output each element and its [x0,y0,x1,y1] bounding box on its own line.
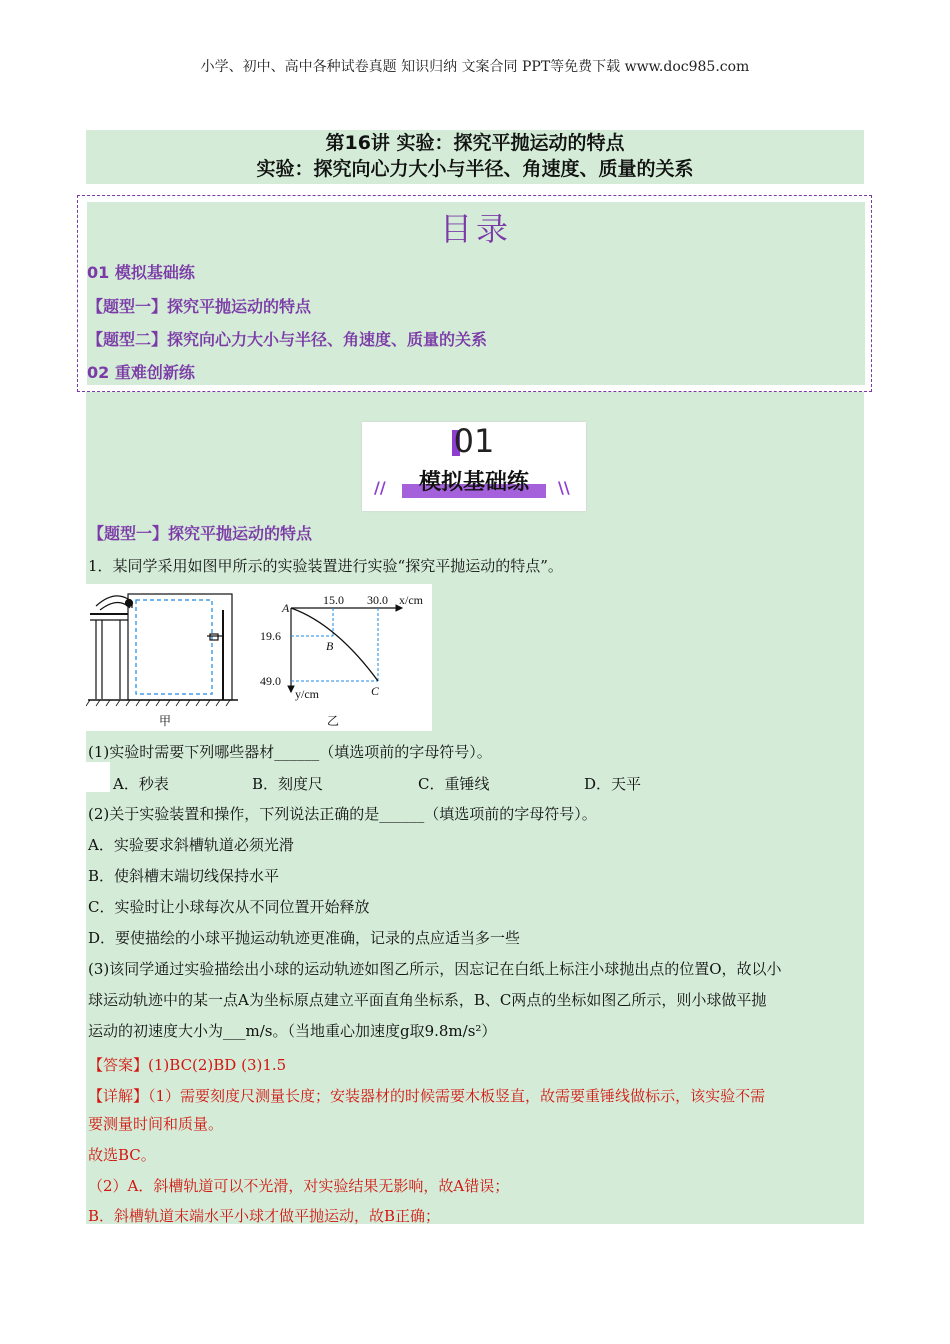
point-c-label: C [371,684,380,698]
question-stem: 1．某同学采用如图甲所示的实验装置进行实验“探究平抛运动的特点”。 [88,557,563,575]
detail-line-2: 要测量时间和质量。 [88,1115,224,1133]
question-figure [86,584,432,731]
banner-number: 01 [453,422,495,460]
banner-label: 模拟基础练 [418,470,529,495]
question-part-1: (1)实验时需要下列哪些器材______（填选项前的字母符号）。 [88,743,492,761]
page-header: 小学、初中、高中各种试卷真题 知识归纳 文案合同 PPT等免费下载 www.doc985.com [200,59,750,75]
table-of-contents [77,195,872,392]
figure-label-yi: 乙 [327,714,340,728]
figure-svg [86,584,432,731]
detail-line-5: B．斜槽轨道末端水平小球才做平抛运动，故B正确； [88,1207,441,1225]
detail-text-1: （1）需要刻度尺测量长度；安装器材的时候需要木板竖直，故需要重锤线做标示，该实验不需 [148,1087,766,1105]
y-tick-49: 49.0 [260,674,281,688]
section-banner [362,422,586,511]
q1-option-b: B．刻度尺 [252,775,324,793]
title-line-1: 第16讲 实验：探究平抛运动的特点 [325,132,625,154]
point-a-label: A [282,601,290,615]
point-b-label: B [326,639,334,653]
q2-option-d: D．要使描绘的小球平抛运动轨迹更准确，记录的点应适当多一些 [88,929,521,947]
answer-text: (1)BC(2)BD (3)1.5 [148,1056,287,1074]
q1-option-d: D．天平 [584,775,642,793]
section-heading: 【题型一】探究平抛运动的特点 [88,524,313,543]
question-part-2: (2)关于实验装置和操作，下列说法正确的是______（填选项前的字母符号）。 [88,805,597,823]
question-part-3-line-3: 运动的初速度大小为___m/s。（当地重心加速度g取9.8m/s²） [88,1022,497,1040]
q1-option-c: C．重锤线 [418,775,490,793]
detail-line-3: 故选BC。 [88,1146,156,1164]
banner-left-slash-icon: // [374,478,386,497]
q1-option-a: A．秒表 [113,775,169,793]
question-part-3-line-2: 球运动轨迹中的某一点A为坐标原点建立平面直角坐标系，B、C两点的坐标如图乙所示，则小球做平抛 [88,991,767,1009]
q2-option-a: A．实验要求斜槽轨道必须光滑 [88,836,294,854]
trajectory-graph [288,605,402,692]
x-axis-label: x/cm [399,593,423,607]
answer-label: 【答案】 [88,1056,149,1074]
detail-label: 【详解】 [88,1087,149,1105]
banner-right-slash-icon: \\ [558,478,570,497]
detail-line-4: （2）A．斜槽轨道可以不光滑，对实验结果无影响，故A错误； [88,1177,510,1195]
toc-heading: 目录 [439,210,512,248]
toc-item-2[interactable]: 【题型一】探究平抛运动的特点 [87,297,312,316]
title-line-2: 实验：探究向心力大小与半径、角速度、质量的关系 [256,158,694,180]
y-tick-19-6: 19.6 [260,629,281,643]
toc-item-1[interactable]: 01 模拟基础练 [87,263,195,282]
x-tick-15: 15.0 [323,593,344,607]
option-indent-marker [86,762,110,792]
question-part-3-line-1: (3)该同学通过实验描绘出小球的运动轨迹如图乙所示，因忘记在白纸上标注小球抛出点的位置O，故以小 [88,960,782,978]
q2-option-b: B．使斜槽末端切线保持水平 [88,867,280,885]
x-tick-30: 30.0 [367,593,388,607]
apparatus-drawing [86,594,238,706]
figure-label-jia: 甲 [159,714,172,728]
toc-item-3[interactable]: 【题型二】探究向心力大小与半径、角速度、质量的关系 [87,330,488,349]
toc-item-4[interactable]: 02 重难创新练 [87,363,195,382]
q2-option-c: C．实验时让小球每次从不同位置开始释放 [88,898,370,916]
y-axis-label: y/cm [295,687,319,701]
lesson-title [86,130,864,184]
answer-line [88,1055,286,1075]
detail-line-1 [88,1086,765,1106]
